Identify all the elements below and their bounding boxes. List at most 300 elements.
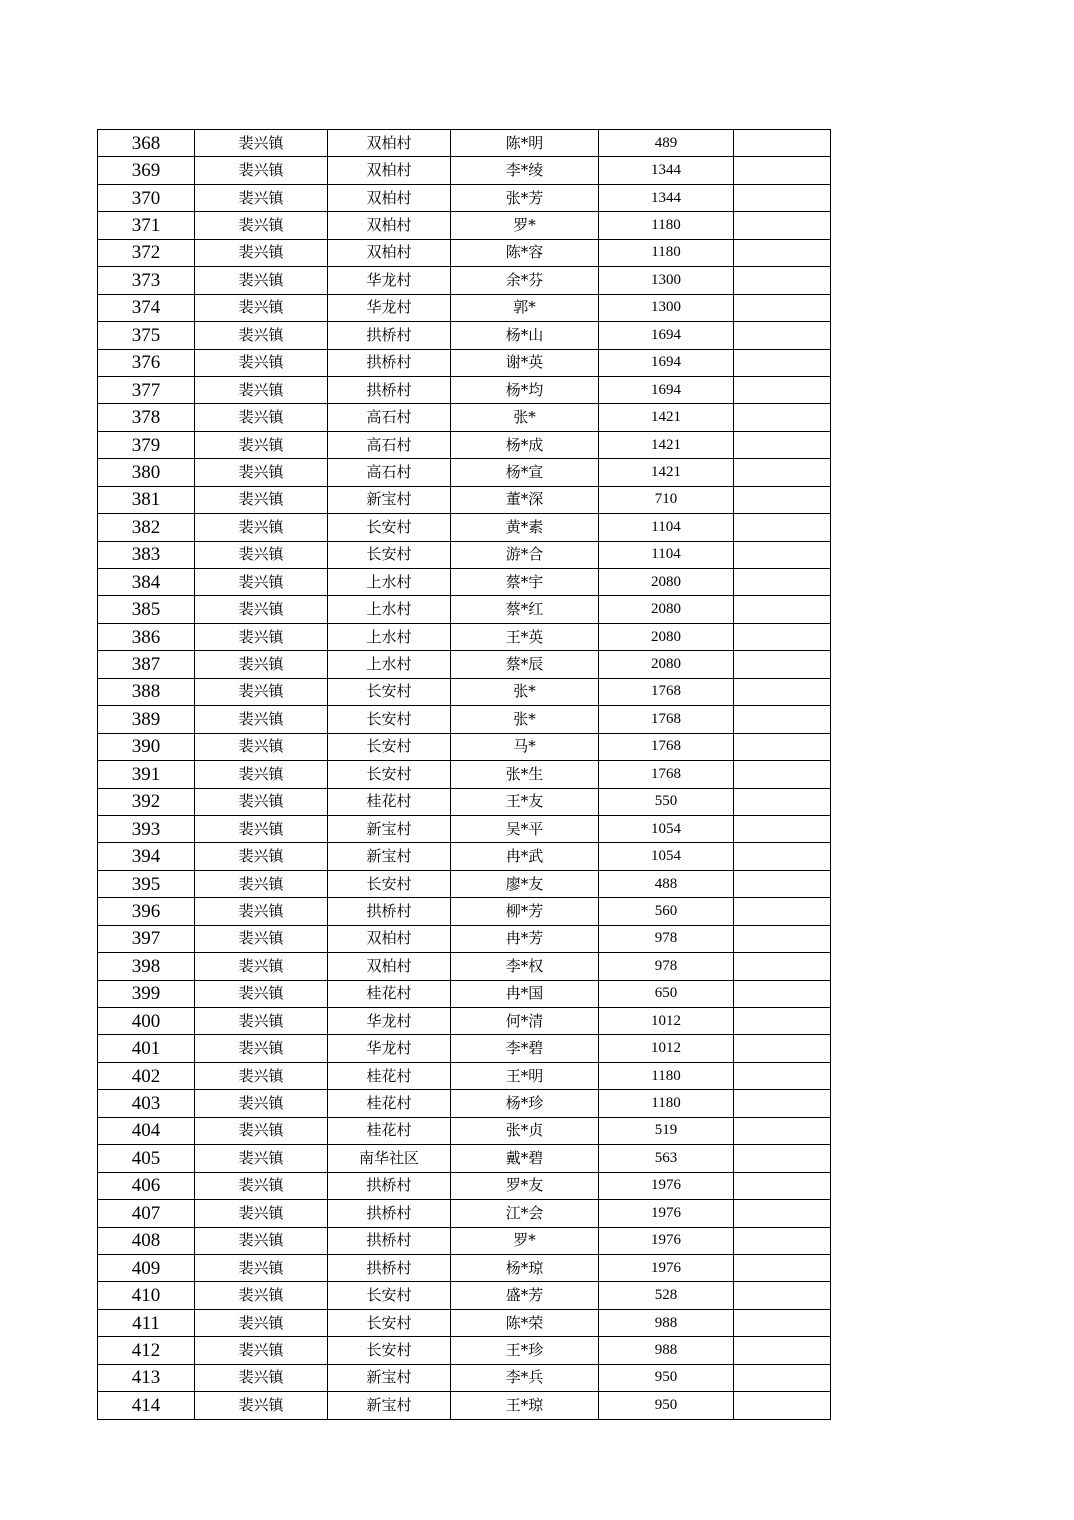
- table-row: [98, 130, 831, 157]
- note-cell: [734, 569, 831, 596]
- amount-cell: 1421: [599, 404, 734, 431]
- note-cell: [734, 1062, 831, 1089]
- village-cell: 长安村: [328, 761, 451, 788]
- table-row: [98, 1309, 831, 1336]
- village-cell: 上水村: [328, 651, 451, 678]
- amount-cell: 950: [599, 1364, 734, 1391]
- person-name-cell: 杨*琼: [451, 1254, 599, 1281]
- table-row: [98, 898, 831, 925]
- row-number-cell: 397: [98, 925, 195, 952]
- town-cell: 裴兴镇: [195, 1090, 328, 1117]
- row-number-cell: 399: [98, 980, 195, 1007]
- village-cell: 华龙村: [328, 294, 451, 321]
- town-cell: 裴兴镇: [195, 623, 328, 650]
- village-cell: 拱桥村: [328, 1200, 451, 1227]
- table-row: [98, 349, 831, 376]
- town-cell: 裴兴镇: [195, 1337, 328, 1364]
- village-cell: 上水村: [328, 569, 451, 596]
- village-cell: 桂花村: [328, 788, 451, 815]
- person-name-cell: 张*生: [451, 761, 599, 788]
- table-row: [98, 1200, 831, 1227]
- table-row: [98, 870, 831, 897]
- person-name-cell: 冉*国: [451, 980, 599, 1007]
- table-row: [98, 514, 831, 541]
- person-name-cell: 杨*山: [451, 322, 599, 349]
- town-cell: 裴兴镇: [195, 431, 328, 458]
- amount-cell: 1976: [599, 1172, 734, 1199]
- person-name-cell: 杨*均: [451, 376, 599, 403]
- person-name-cell: 李*碧: [451, 1035, 599, 1062]
- amount-cell: 1012: [599, 1035, 734, 1062]
- amount-cell: 1768: [599, 706, 734, 733]
- town-cell: 裴兴镇: [195, 1172, 328, 1199]
- village-cell: 长安村: [328, 870, 451, 897]
- town-cell: 裴兴镇: [195, 733, 328, 760]
- amount-cell: 488: [599, 870, 734, 897]
- row-number-cell: 391: [98, 761, 195, 788]
- note-cell: [734, 1364, 831, 1391]
- person-name-cell: 吴*平: [451, 815, 599, 842]
- village-cell: 长安村: [328, 1282, 451, 1309]
- town-cell: 裴兴镇: [195, 788, 328, 815]
- row-number-cell: 389: [98, 706, 195, 733]
- amount-cell: 1180: [599, 1062, 734, 1089]
- person-name-cell: 李*绫: [451, 157, 599, 184]
- table-row: [98, 788, 831, 815]
- town-cell: 裴兴镇: [195, 1062, 328, 1089]
- note-cell: [734, 1117, 831, 1144]
- town-cell: 裴兴镇: [195, 404, 328, 431]
- person-name-cell: 陈*容: [451, 239, 599, 266]
- note-cell: [734, 376, 831, 403]
- note-cell: [734, 1392, 831, 1419]
- note-cell: [734, 596, 831, 623]
- person-name-cell: 马*: [451, 733, 599, 760]
- amount-cell: 1180: [599, 239, 734, 266]
- row-number-cell: 368: [98, 130, 195, 157]
- row-number-cell: 411: [98, 1309, 195, 1336]
- town-cell: 裴兴镇: [195, 1008, 328, 1035]
- row-number-cell: 400: [98, 1008, 195, 1035]
- village-cell: 双柏村: [328, 925, 451, 952]
- village-cell: 拱桥村: [328, 376, 451, 403]
- town-cell: 裴兴镇: [195, 1282, 328, 1309]
- person-name-cell: 杨*成: [451, 431, 599, 458]
- row-number-cell: 398: [98, 953, 195, 980]
- note-cell: [734, 1035, 831, 1062]
- amount-cell: 988: [599, 1309, 734, 1336]
- person-name-cell: 张*: [451, 678, 599, 705]
- amount-cell: 1976: [599, 1227, 734, 1254]
- person-name-cell: 冉*武: [451, 843, 599, 870]
- table-row: [98, 733, 831, 760]
- person-name-cell: 戴*碧: [451, 1145, 599, 1172]
- note-cell: [734, 459, 831, 486]
- village-cell: 新宝村: [328, 815, 451, 842]
- person-name-cell: 陈*明: [451, 130, 599, 157]
- row-number-cell: 383: [98, 541, 195, 568]
- row-number-cell: 387: [98, 651, 195, 678]
- note-cell: [734, 815, 831, 842]
- person-name-cell: 黄*素: [451, 514, 599, 541]
- town-cell: 裴兴镇: [195, 761, 328, 788]
- town-cell: 裴兴镇: [195, 1364, 328, 1391]
- amount-cell: 1054: [599, 843, 734, 870]
- town-cell: 裴兴镇: [195, 651, 328, 678]
- town-cell: 裴兴镇: [195, 980, 328, 1007]
- amount-cell: 560: [599, 898, 734, 925]
- person-name-cell: 王*友: [451, 788, 599, 815]
- row-number-cell: 395: [98, 870, 195, 897]
- table-row: [98, 184, 831, 211]
- row-number-cell: 379: [98, 431, 195, 458]
- amount-cell: 1104: [599, 514, 734, 541]
- row-number-cell: 394: [98, 843, 195, 870]
- amount-cell: 563: [599, 1145, 734, 1172]
- note-cell: [734, 541, 831, 568]
- person-name-cell: 罗*: [451, 212, 599, 239]
- note-cell: [734, 870, 831, 897]
- town-cell: 裴兴镇: [195, 184, 328, 211]
- row-number-cell: 402: [98, 1062, 195, 1089]
- village-cell: 桂花村: [328, 980, 451, 1007]
- note-cell: [734, 130, 831, 157]
- town-cell: 裴兴镇: [195, 1145, 328, 1172]
- table-body: [98, 130, 831, 1420]
- table-row: [98, 1254, 831, 1281]
- village-cell: 高石村: [328, 459, 451, 486]
- row-number-cell: 403: [98, 1090, 195, 1117]
- person-name-cell: 王*琼: [451, 1392, 599, 1419]
- village-cell: 拱桥村: [328, 349, 451, 376]
- table-row: [98, 1172, 831, 1199]
- person-name-cell: 李*权: [451, 953, 599, 980]
- person-name-cell: 冉*芳: [451, 925, 599, 952]
- row-number-cell: 384: [98, 569, 195, 596]
- person-name-cell: 蔡*宇: [451, 569, 599, 596]
- table-row: [98, 1035, 831, 1062]
- table-row: [98, 569, 831, 596]
- row-number-cell: 405: [98, 1145, 195, 1172]
- note-cell: [734, 486, 831, 513]
- table-row: [98, 322, 831, 349]
- town-cell: 裴兴镇: [195, 596, 328, 623]
- person-name-cell: 郭*: [451, 294, 599, 321]
- note-cell: [734, 157, 831, 184]
- person-name-cell: 张*贞: [451, 1117, 599, 1144]
- town-cell: 裴兴镇: [195, 953, 328, 980]
- note-cell: [734, 678, 831, 705]
- table-row: [98, 925, 831, 952]
- note-cell: [734, 706, 831, 733]
- table-row: [98, 1364, 831, 1391]
- amount-cell: 1694: [599, 349, 734, 376]
- amount-cell: 1344: [599, 157, 734, 184]
- amount-cell: 2080: [599, 623, 734, 650]
- row-number-cell: 380: [98, 459, 195, 486]
- amount-cell: 1180: [599, 212, 734, 239]
- note-cell: [734, 733, 831, 760]
- row-number-cell: 376: [98, 349, 195, 376]
- table-row: [98, 1090, 831, 1117]
- row-number-cell: 378: [98, 404, 195, 431]
- person-name-cell: 何*清: [451, 1008, 599, 1035]
- note-cell: [734, 404, 831, 431]
- town-cell: 裴兴镇: [195, 925, 328, 952]
- note-cell: [734, 843, 831, 870]
- village-cell: 华龙村: [328, 1008, 451, 1035]
- person-name-cell: 柳*芳: [451, 898, 599, 925]
- row-number-cell: 374: [98, 294, 195, 321]
- village-cell: 长安村: [328, 678, 451, 705]
- amount-cell: 550: [599, 788, 734, 815]
- amount-cell: 950: [599, 1392, 734, 1419]
- village-cell: 拱桥村: [328, 1172, 451, 1199]
- note-cell: [734, 1282, 831, 1309]
- note-cell: [734, 239, 831, 266]
- note-cell: [734, 431, 831, 458]
- village-cell: 长安村: [328, 1337, 451, 1364]
- row-number-cell: 375: [98, 322, 195, 349]
- table-row: [98, 294, 831, 321]
- row-number-cell: 412: [98, 1337, 195, 1364]
- amount-cell: 1976: [599, 1200, 734, 1227]
- person-name-cell: 王*珍: [451, 1337, 599, 1364]
- table-row: [98, 376, 831, 403]
- amount-cell: 1180: [599, 1090, 734, 1117]
- amount-cell: 2080: [599, 596, 734, 623]
- village-cell: 新宝村: [328, 1364, 451, 1391]
- table-row: [98, 1145, 831, 1172]
- amount-cell: 2080: [599, 569, 734, 596]
- village-cell: 新宝村: [328, 486, 451, 513]
- note-cell: [734, 349, 831, 376]
- person-name-cell: 杨*宣: [451, 459, 599, 486]
- village-cell: 长安村: [328, 706, 451, 733]
- row-number-cell: 410: [98, 1282, 195, 1309]
- amount-cell: 528: [599, 1282, 734, 1309]
- town-cell: 裴兴镇: [195, 1117, 328, 1144]
- row-number-cell: 404: [98, 1117, 195, 1144]
- village-cell: 高石村: [328, 431, 451, 458]
- village-cell: 上水村: [328, 623, 451, 650]
- table-row: [98, 239, 831, 266]
- row-number-cell: 377: [98, 376, 195, 403]
- amount-cell: 978: [599, 953, 734, 980]
- row-number-cell: 372: [98, 239, 195, 266]
- person-name-cell: 江*会: [451, 1200, 599, 1227]
- person-name-cell: 谢*英: [451, 349, 599, 376]
- town-cell: 裴兴镇: [195, 322, 328, 349]
- note-cell: [734, 980, 831, 1007]
- note-cell: [734, 514, 831, 541]
- village-cell: 拱桥村: [328, 898, 451, 925]
- town-cell: 裴兴镇: [195, 678, 328, 705]
- amount-cell: 1768: [599, 678, 734, 705]
- table-row: [98, 404, 831, 431]
- village-cell: 华龙村: [328, 267, 451, 294]
- town-cell: 裴兴镇: [195, 294, 328, 321]
- village-cell: 长安村: [328, 541, 451, 568]
- town-cell: 裴兴镇: [195, 815, 328, 842]
- note-cell: [734, 953, 831, 980]
- note-cell: [734, 788, 831, 815]
- table-row: [98, 157, 831, 184]
- town-cell: 裴兴镇: [195, 898, 328, 925]
- town-cell: 裴兴镇: [195, 349, 328, 376]
- note-cell: [734, 184, 831, 211]
- table-row: [98, 431, 831, 458]
- note-cell: [734, 322, 831, 349]
- amount-cell: 519: [599, 1117, 734, 1144]
- village-cell: 华龙村: [328, 1035, 451, 1062]
- row-number-cell: 401: [98, 1035, 195, 1062]
- amount-cell: 1054: [599, 815, 734, 842]
- row-number-cell: 413: [98, 1364, 195, 1391]
- amount-cell: 650: [599, 980, 734, 1007]
- person-name-cell: 王*英: [451, 623, 599, 650]
- table-row: [98, 1282, 831, 1309]
- village-cell: 双柏村: [328, 212, 451, 239]
- row-number-cell: 385: [98, 596, 195, 623]
- village-cell: 长安村: [328, 733, 451, 760]
- town-cell: 裴兴镇: [195, 1035, 328, 1062]
- amount-cell: 1344: [599, 184, 734, 211]
- town-cell: 裴兴镇: [195, 1392, 328, 1419]
- person-name-cell: 陈*荣: [451, 1309, 599, 1336]
- table-row: [98, 1117, 831, 1144]
- person-name-cell: 张*芳: [451, 184, 599, 211]
- village-cell: 双柏村: [328, 184, 451, 211]
- note-cell: [734, 1008, 831, 1035]
- table-row: [98, 459, 831, 486]
- amount-cell: 1421: [599, 431, 734, 458]
- town-cell: 裴兴镇: [195, 459, 328, 486]
- row-number-cell: 409: [98, 1254, 195, 1281]
- note-cell: [734, 1090, 831, 1117]
- village-cell: 新宝村: [328, 843, 451, 870]
- village-cell: 新宝村: [328, 1392, 451, 1419]
- amount-cell: 1012: [599, 1008, 734, 1035]
- table-row: [98, 1227, 831, 1254]
- town-cell: 裴兴镇: [195, 1254, 328, 1281]
- row-number-cell: 396: [98, 898, 195, 925]
- row-number-cell: 390: [98, 733, 195, 760]
- row-number-cell: 370: [98, 184, 195, 211]
- table-row: [98, 623, 831, 650]
- person-name-cell: 张*: [451, 404, 599, 431]
- person-name-cell: 杨*珍: [451, 1090, 599, 1117]
- village-cell: 长安村: [328, 514, 451, 541]
- note-cell: [734, 623, 831, 650]
- amount-cell: 988: [599, 1337, 734, 1364]
- row-number-cell: 373: [98, 267, 195, 294]
- table-row: [98, 815, 831, 842]
- village-cell: 桂花村: [328, 1117, 451, 1144]
- village-cell: 长安村: [328, 1309, 451, 1336]
- person-name-cell: 张*: [451, 706, 599, 733]
- row-number-cell: 369: [98, 157, 195, 184]
- amount-cell: 1976: [599, 1254, 734, 1281]
- note-cell: [734, 761, 831, 788]
- note-cell: [734, 1227, 831, 1254]
- note-cell: [734, 1145, 831, 1172]
- row-number-cell: 392: [98, 788, 195, 815]
- town-cell: 裴兴镇: [195, 541, 328, 568]
- village-cell: 拱桥村: [328, 322, 451, 349]
- row-number-cell: 371: [98, 212, 195, 239]
- person-name-cell: 蔡*辰: [451, 651, 599, 678]
- note-cell: [734, 212, 831, 239]
- row-number-cell: 408: [98, 1227, 195, 1254]
- village-cell: 桂花村: [328, 1090, 451, 1117]
- town-cell: 裴兴镇: [195, 843, 328, 870]
- row-number-cell: 414: [98, 1392, 195, 1419]
- village-cell: 桂花村: [328, 1062, 451, 1089]
- village-cell: 拱桥村: [328, 1254, 451, 1281]
- note-cell: [734, 1309, 831, 1336]
- data-table: [97, 129, 831, 1420]
- table-row: [98, 1337, 831, 1364]
- town-cell: 裴兴镇: [195, 376, 328, 403]
- village-cell: 双柏村: [328, 239, 451, 266]
- person-name-cell: 盛*芳: [451, 1282, 599, 1309]
- town-cell: 裴兴镇: [195, 239, 328, 266]
- amount-cell: 1300: [599, 294, 734, 321]
- table-row: [98, 706, 831, 733]
- table-row: [98, 267, 831, 294]
- town-cell: 裴兴镇: [195, 706, 328, 733]
- table-row: [98, 1392, 831, 1419]
- note-cell: [734, 294, 831, 321]
- town-cell: 裴兴镇: [195, 1200, 328, 1227]
- table-row: [98, 1062, 831, 1089]
- note-cell: [734, 1254, 831, 1281]
- note-cell: [734, 267, 831, 294]
- amount-cell: 1104: [599, 541, 734, 568]
- town-cell: 裴兴镇: [195, 157, 328, 184]
- note-cell: [734, 1172, 831, 1199]
- note-cell: [734, 651, 831, 678]
- town-cell: 裴兴镇: [195, 569, 328, 596]
- amount-cell: 489: [599, 130, 734, 157]
- person-name-cell: 李*兵: [451, 1364, 599, 1391]
- village-cell: 双柏村: [328, 953, 451, 980]
- person-name-cell: 罗*: [451, 1227, 599, 1254]
- person-name-cell: 蔡*红: [451, 596, 599, 623]
- note-cell: [734, 1337, 831, 1364]
- amount-cell: 1768: [599, 733, 734, 760]
- amount-cell: 978: [599, 925, 734, 952]
- person-name-cell: 游*合: [451, 541, 599, 568]
- amount-cell: 1421: [599, 459, 734, 486]
- town-cell: 裴兴镇: [195, 514, 328, 541]
- person-name-cell: 廖*友: [451, 870, 599, 897]
- row-number-cell: 382: [98, 514, 195, 541]
- row-number-cell: 381: [98, 486, 195, 513]
- amount-cell: 1300: [599, 267, 734, 294]
- person-name-cell: 罗*友: [451, 1172, 599, 1199]
- amount-cell: 710: [599, 486, 734, 513]
- row-number-cell: 393: [98, 815, 195, 842]
- town-cell: 裴兴镇: [195, 212, 328, 239]
- amount-cell: 2080: [599, 651, 734, 678]
- town-cell: 裴兴镇: [195, 1227, 328, 1254]
- person-name-cell: 余*芬: [451, 267, 599, 294]
- row-number-cell: 406: [98, 1172, 195, 1199]
- table-row: [98, 761, 831, 788]
- note-cell: [734, 1200, 831, 1227]
